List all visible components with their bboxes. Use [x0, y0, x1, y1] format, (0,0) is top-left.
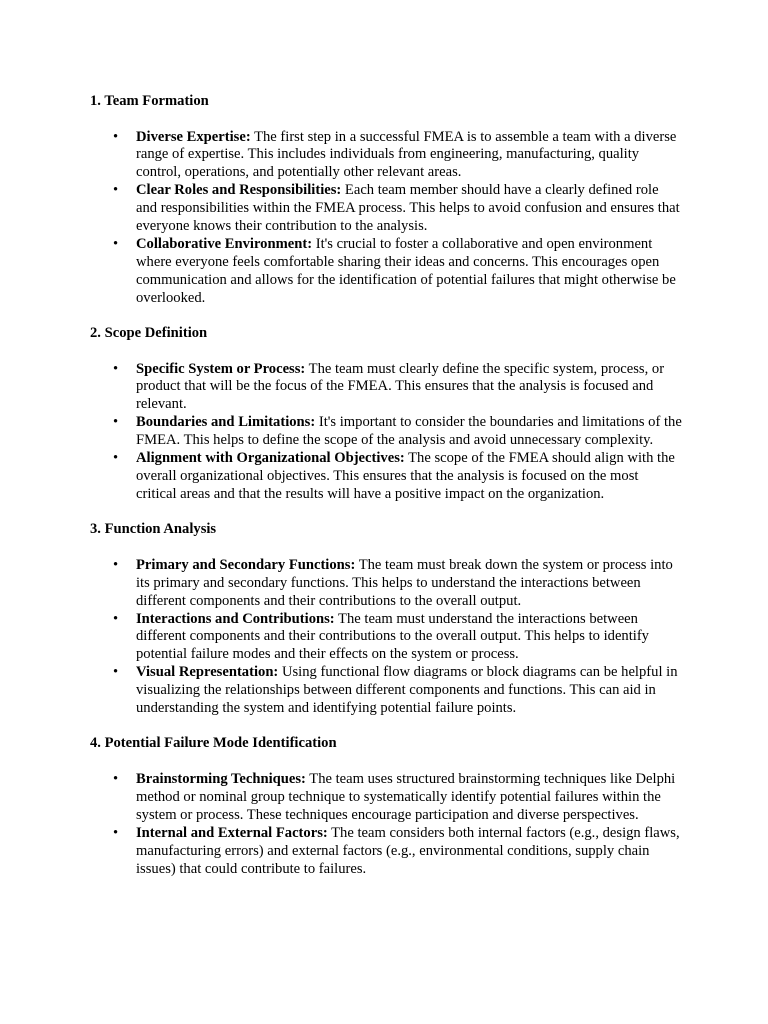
section-heading: 3. Function Analysis: [90, 521, 217, 538]
item-text: It's important to consider the boundaries and limitations of the FMEA. This helps to define the scope of the analysis and avoid unnecessary complexity.: [136, 414, 682, 449]
list-item: [90, 182, 682, 236]
item-term: Brainstorming Techniques:: [136, 770, 306, 787]
list-item: [90, 771, 682, 825]
item-text: The team uses structured brainstorming techniques like Delphi method or nominal group technique to systematically identify potential failures within the system or process. These techniques encourage participation and diverse perspectives.: [136, 770, 676, 823]
section-scope-definition: [90, 325, 682, 504]
section-failure-mode-identification: [90, 735, 682, 878]
item-term: Collaborative Environment:: [136, 235, 313, 252]
item-text: The team must break down the system or process into its primary and secondary functions. This helps to understand the interactions between different components and their contributions to the overall output.: [136, 556, 673, 609]
list-item: [90, 450, 682, 504]
item-text: It's crucial to foster a collaborative and open environment where everyone feels comfortable sharing their ideas and concerns. This encourages open communication and allows for the identification of potential failures that might otherwise be overlooked.: [136, 235, 676, 306]
item-text: The team must clearly define the specific system, process, or product that will be the focus of the FMEA. This ensures that the analysis is focused and relevant.: [136, 360, 665, 413]
list-item: [90, 361, 682, 415]
bullet-list: [90, 771, 682, 878]
section-heading: 2. Scope Definition: [90, 325, 208, 342]
item-text: The first step in a successful FMEA is to assemble a team with a diverse range of expertise. This includes individuals from engineering, manufacturing, quality control, operations, and potentially other relevant areas.: [136, 128, 677, 181]
item-text: Using functional flow diagrams or block diagrams can be helpful in visualizing the relationships between different components and functions. This can aid in understanding the system and identifying potential failure points.: [136, 664, 678, 717]
item-term: Primary and Secondary Functions:: [136, 556, 356, 573]
list-item: [90, 236, 682, 308]
bullet-list: [90, 361, 682, 504]
list-item: [90, 664, 682, 718]
item-term: Specific System or Process:: [136, 360, 306, 377]
item-term: Internal and External Factors:: [136, 824, 328, 841]
section-team-formation: [90, 93, 682, 308]
document-page: [90, 93, 682, 896]
bullet-list: [90, 129, 682, 308]
bullet-list: [90, 557, 682, 718]
item-text: Each team member should have a clearly defined role and responsibilities within the FMEA process. This helps to avoid confusion and ensures that everyone knows their contribution to the analysis.: [136, 182, 680, 235]
section-heading: 4. Potential Failure Mode Identification: [90, 735, 337, 752]
section-heading: 1. Team Formation: [90, 93, 209, 109]
item-term: Clear Roles and Responsibilities:: [136, 182, 342, 199]
section-function-analysis: [90, 521, 682, 718]
item-term: Diverse Expertise:: [136, 128, 251, 145]
item-term: Visual Representation:: [136, 664, 279, 681]
item-term: Boundaries and Limitations:: [136, 414, 316, 431]
list-item: [90, 611, 682, 665]
list-item: [90, 414, 682, 450]
item-text: The team must understand the interactions between different components and their contributions to the overall output. This helps to identify potential failure modes and their effects on the system or process.: [136, 610, 649, 663]
item-text: The team considers both internal factors (e.g., design flaws, manufacturing errors) and external factors (e.g., environmental conditions, supply chain issues) that could contribute to failures.: [136, 824, 680, 877]
item-term: Interactions and Contributions:: [136, 610, 335, 627]
item-text: The scope of the FMEA should align with the overall organizational objectives. This ensures that the analysis is focused on the most critical areas and that the results will have a positive impact on the organization.: [136, 450, 675, 502]
item-term: Alignment with Organizational Objectives:: [136, 450, 405, 467]
list-item: [90, 825, 682, 879]
list-item: [90, 557, 682, 611]
list-item: [90, 129, 682, 183]
